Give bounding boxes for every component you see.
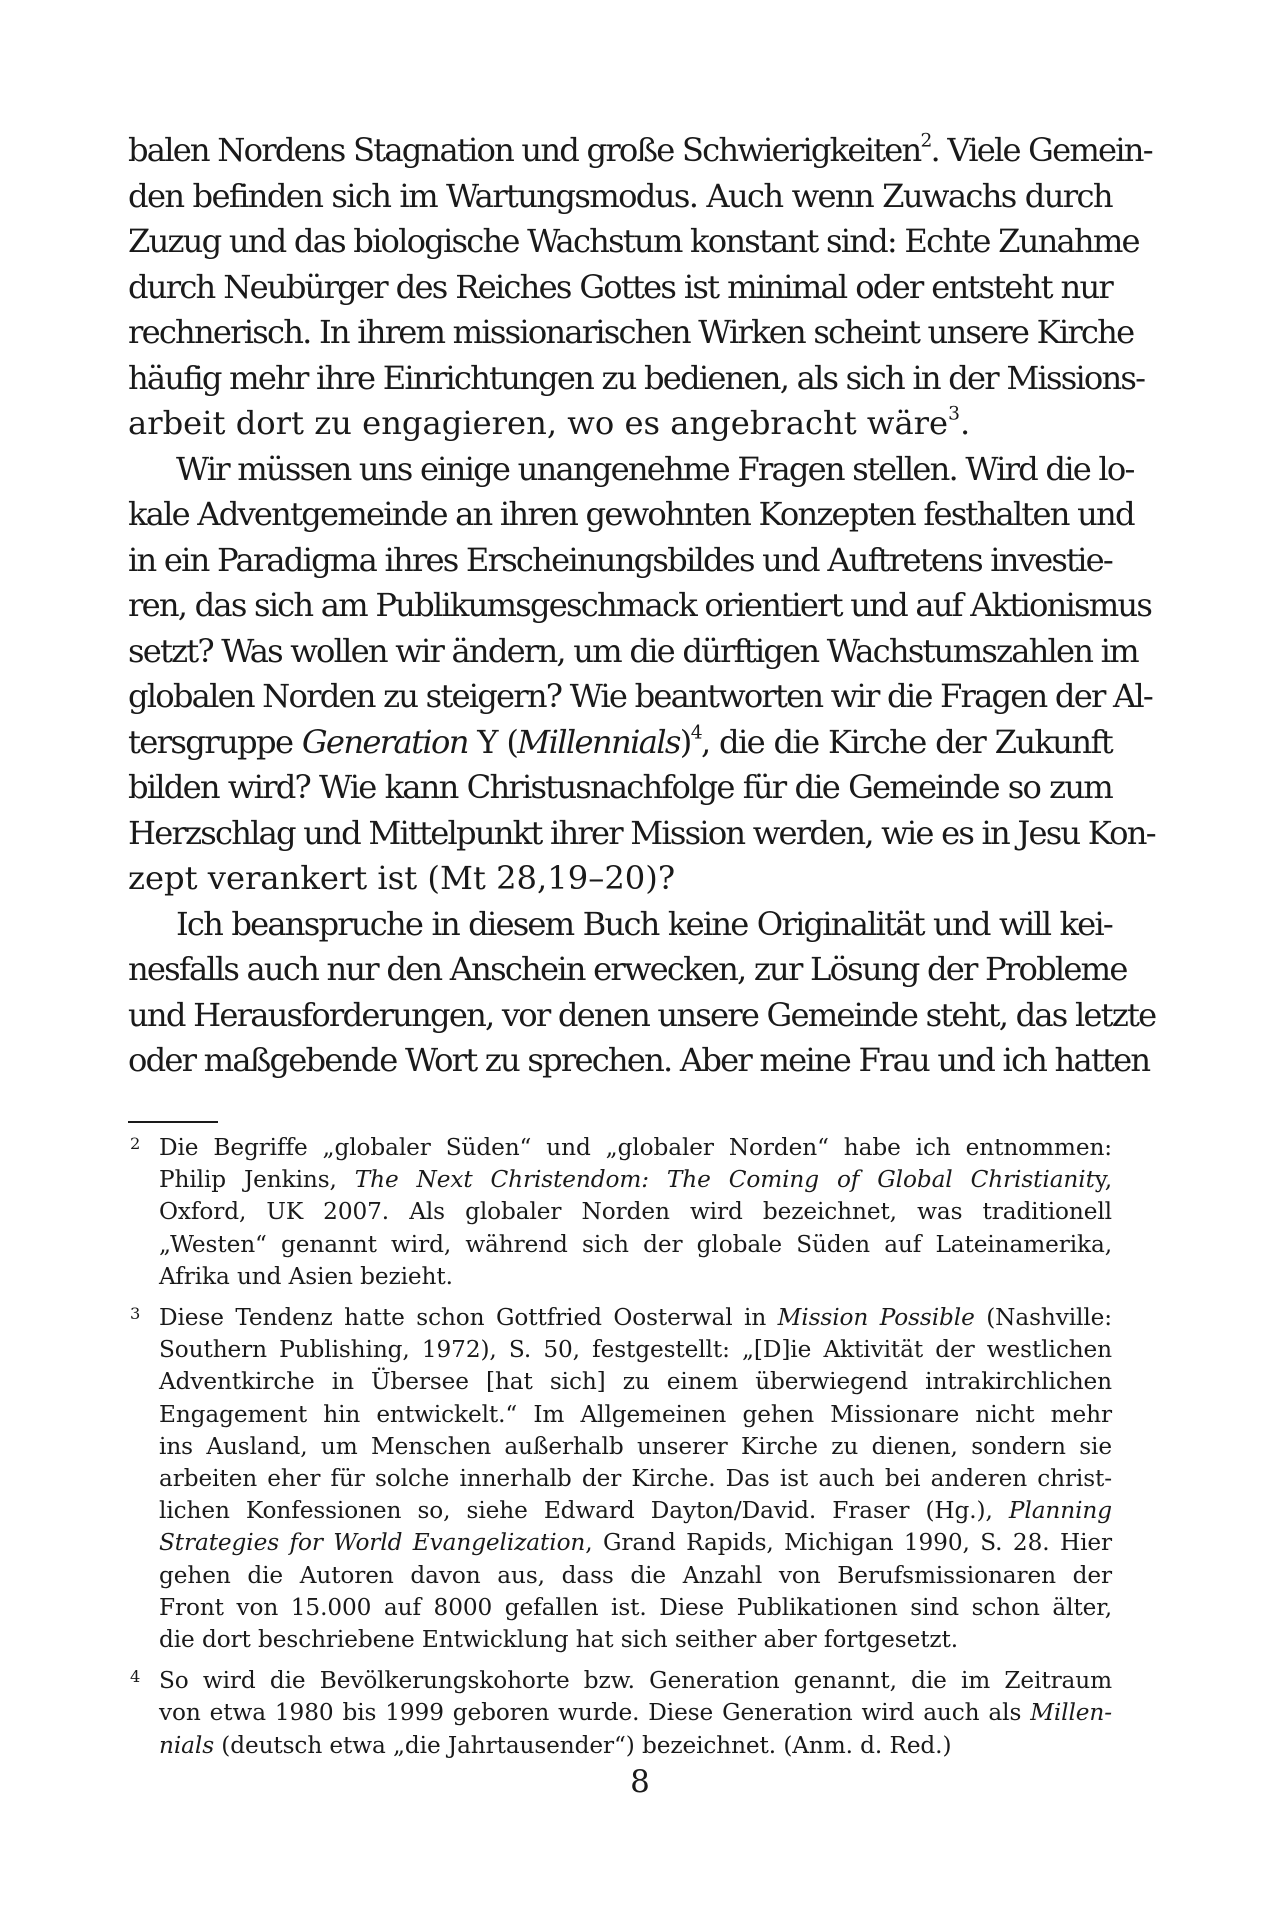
footnote-3: 3 Diese Tendenz hatte schon Gottfried Oosterwal in Mission Possible (Nashville: Southern Publishing, 1972), S. 50, festgestellt: „[D]ie Aktivität der westlichen Adventkirche in Übersee [hat sich] zu einem überwiegend intrakirchlichen Engagement hin entwickelt.“ Im Allgemeinen gehen Missionare nicht mehr ins Ausland, um Menschen außerhalb unserer Kirche zu dienen, sondern sie arbeiten eher für solche innerhalb der Kirche. Das ist auch bei anderen christ- lichen Konfessionen so, siehe Edward Dayton/David. Fraser (Hg.), Planning Strategies for World Evangelization, Grand Rapids, Michigan 1990, S. 28. Hier gehen die Autoren davon aus, dass die Anzahl von Berufsmissionaren der Front von 15.000 auf 8000 gefallen ist. Diese Publikationen sind schon älter, die dort beschriebene Entwicklung hat sich seither aber fortgesetzt. [128,1302,1112,1656]
text-line: setzt? Was wollen wir ändern, um die dürftigen Wachstumszahlen im [128,631,1138,670]
main-text [128,128,1156,1084]
text-line: Herzschlag und Mittelpunkt ihrer Mission werden, wie es in Jesu Kon- [128,813,1155,852]
text-line: nesfalls auch nur den Anschein erwecken, zur Lösung der Probleme [128,950,1127,988]
footnote-ref-3[interactable]: 3 [948,403,960,425]
footnote-ref-4[interactable]: 4 [690,721,701,743]
text-line: und Herausforderungen, vor denen unsere Gemeinde steht, das letzte [128,995,1156,1034]
footnote-number: 3 [130,1304,141,1324]
text-line: tersgruppe Generation Y (Millennials)$^4$, die die Kirche der Zukunft [128,721,1112,761]
footnote-4: 4 So wird die Bevölkerungskohorte bzw. Generation genannt, die im Zeitraum von etwa 1980 bis 1999 geboren wurde. Diese Generation wird auch als Millen- nials (deutsch etwa „die Jahrtausender“) bezeichnet. (Anm. d. Red.) [128,1665,1112,1762]
footnote-divider [128,1121,218,1123]
text-line: in ein Paradigma ihres Erscheinungsbildes und Auftretens investie- [128,540,1112,579]
footnote-number: 2 [130,1134,141,1153]
footnote-number: 4 [130,1667,141,1687]
text-line: häufig mehr ihre Einrichtungen zu bedienen, als sich in der Missions- [128,358,1145,397]
text-line: oder maßgebende Wort zu sprechen. Aber meine Frau und ich hatten [128,1041,1150,1079]
text-line: balen Nordens Stagnation und große Schwierigkeiten$^2$. Viele Gemein- [128,130,1152,169]
paragraph-first-line: Wir müssen uns einige unangenehme Fragen stellen. Wird die lo- [176,449,1134,488]
page-number: 8 [630,1764,650,1800]
text-line: arbeit dort zu engagieren, wo es angebracht wäre$^3$. [128,403,971,442]
text-line: Zuzug und das biologische Wachstum konstant sind: Echte Zunahme [128,222,1139,260]
text-line: durch Neubürger des Reiches Gottes ist minimal oder entsteht nur [128,267,1112,306]
footnote-ref-2[interactable]: 2 [920,130,931,152]
paragraph-first-line: Ich beanspruche in diesem Buch keine Originalität und will kei- [176,904,1112,943]
text-line: bilden wird? Wie kann Christusnachfolge für die Gemeinde so zum [128,768,1112,806]
text-line: ren, das sich am Publikumsgeschmack orientiert und auf Aktionismus [128,586,1152,624]
footnote-2: 2 Die Begriffe „globaler Süden“ und „globaler Norden“ habe ich entnommen: Philip Jenkins, The Next Christendom: The Coming of Global Christianity, Oxford, UK 2007. Als globaler Norden wird bezeichnet, was traditionell „Westen“ genannt wird, während sich der globale Süden auf Lateinamerika, Afrika und Asien bezieht. [128,1132,1112,1293]
text-line: zept verankert ist (Mt 28,19–20)? [128,859,676,897]
text-line: rechnerisch. In ihrem missionarischen Wirken scheint unsere Kirche [128,313,1134,351]
footnotes [128,1132,1112,1771]
text-line: kale Adventgemeinde an ihren gewohnten Konzepten festhalten und [128,495,1134,533]
text-line: globalen Norden zu steigern? Wie beantworten wir die Fragen der Al- [128,677,1153,715]
text-line: den befinden sich im Wartungsmodus. Auch wenn Zuwachs durch [128,176,1112,215]
